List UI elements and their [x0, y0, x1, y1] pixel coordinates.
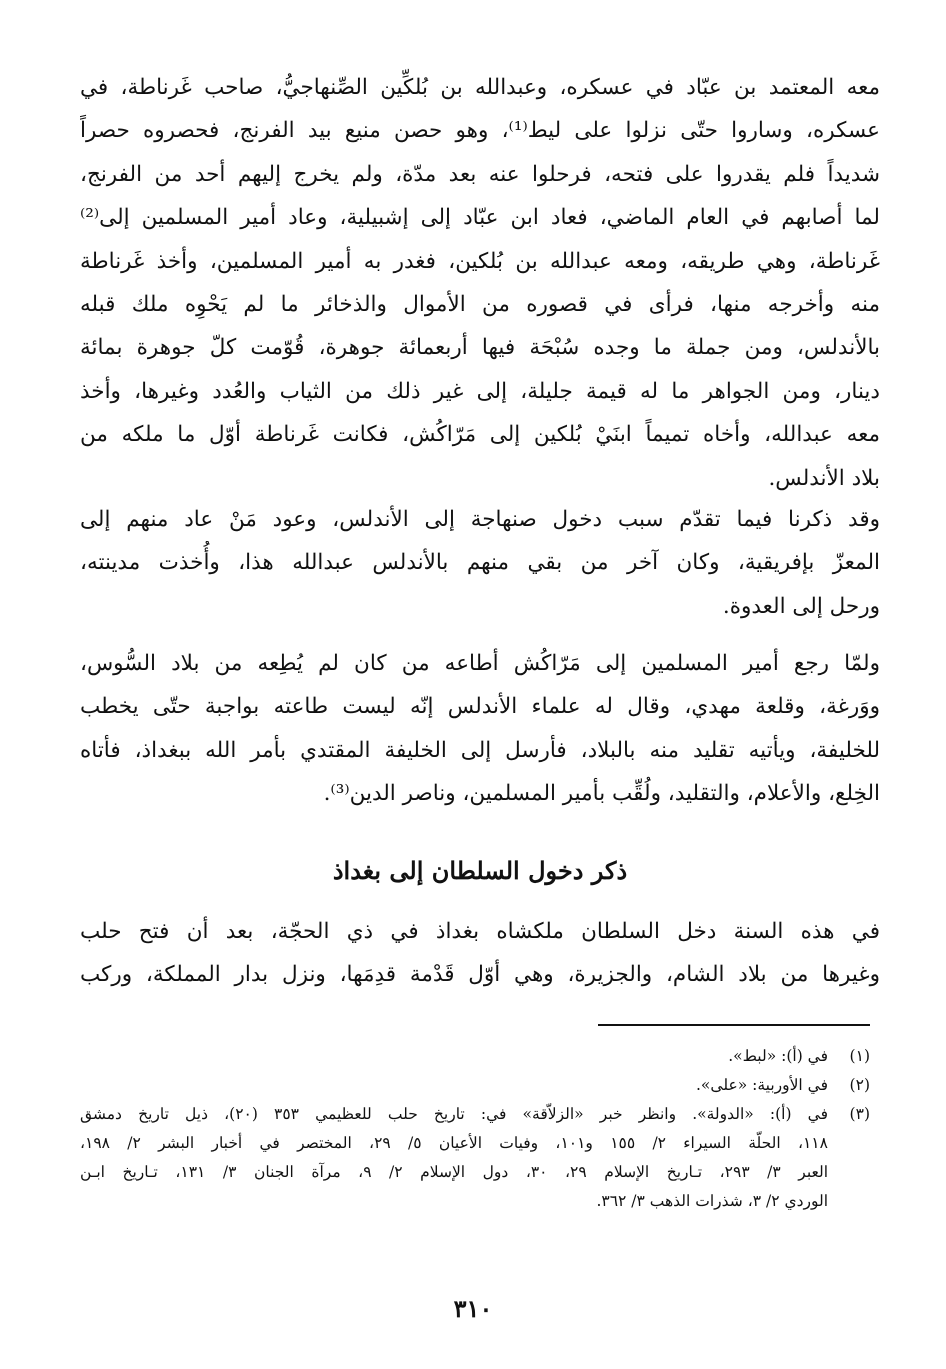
text-line: غَرناطة، وهي طريقه، ومعه عبدالله بن بُلكين، فغدر به أمير المسلمين، وأخذ غَرناطة	[80, 248, 880, 274]
footnotes	[80, 1042, 870, 1216]
text-line: بلاد الأندلس.	[768, 465, 880, 491]
paragraph-2	[80, 498, 880, 628]
text-line: معه عبدالله، وأخاه تميماً ابنَيْ بُلكين إلى مَرّاكُش، فكانت غَرناطة أوّل ما ملكه من	[80, 422, 880, 448]
footnote-1	[80, 1042, 870, 1071]
footnote-text: العبر ٣/ ٢٩٣، تـاريخ الإسلام ٢٩، ٣٠، دول الإسلام ٢/ ٩، مرآة الجنان ٣/ ١٣١، تـاريخ ابـن	[80, 1163, 828, 1181]
footnote-text: في (أ): «الدولة». وانظر خبر «الزلاّقة» في: تاريخ حلب للعظيمي ٣٥٣ (٢٠)، ذيل تاريخ دمشق	[80, 1105, 828, 1123]
paragraph-1	[80, 66, 880, 500]
section-heading: ذكر دخول السلطان إلى بغداذ	[332, 856, 628, 885]
footnote-number: (٣)	[849, 1105, 870, 1123]
text-line: شديداً فلم يقدروا على فتحه، فرحلوا عنه بعد مدّة، ولم يخرج إليهم أحد من الفرنج،	[80, 161, 880, 187]
text-line: لما أصابهم في العام الماضي، فعاد ابن عبّاد إلى إشبيلية، وعاد أمير المسلمين إلى⁽²⁾	[80, 205, 880, 231]
text-line: بالأندلس، ومن جملة ما وجده سُبْحَة فيها أربعمائة جوهرة، قُوّمت كلّ جوهرة بمائة	[80, 335, 880, 361]
text-line: في هذه السنة دخل السلطان ملكشاه بغداذ في ذي الحجّة، بعد أن فتح حلب	[80, 919, 880, 944]
text-line: دينار، ومن الجواهر ما له قيمة جليلة، إلى غير ذلك من الثياب والعُدد وغيرها، وأخذ	[80, 378, 880, 404]
footnote-number: (٢)	[849, 1076, 870, 1094]
text-line: ووَرغة، وقلعة مهدي، وقال له علماء الأندلس إنّه ليست طاعته بواجبة حتّى يخطب	[80, 694, 880, 720]
text-line: منه وأخرجه منها، فرأى في قصوره من الأموال والذخائر ما لم يَحْوِه ملك قبله	[80, 291, 880, 317]
text-line: للخليفة، ويأتيه تقليد منه بالبلاد، فأرسل إلى الخليفة المقتدي بأمر الله ببغداذ، فأتاه	[80, 737, 880, 763]
text-line: المعزّ بإفريقية، وكان آخر من بقي منهم بالأندلس عبدالله هذا، وأُخذت مدينته،	[80, 550, 880, 576]
footnote-text: في (أ): «لبط».	[728, 1047, 828, 1065]
text-line: عسكره، وساروا حتّى نزلوا على ليط⁽¹⁾، وهو حصن منيع بيد الفرنج، فحصروه حصراً	[80, 118, 880, 144]
text-line: معه المعتمد بن عبّاد في عسكره، وعبدالله بن بُلكِّين الصِّنهاجيُّ، صاحب غَرناطة، في	[80, 75, 880, 100]
footnote-2	[80, 1071, 870, 1100]
paragraph-4	[80, 910, 880, 997]
text-line: وقد ذكرنا فيما تقدّم سبب دخول صنهاجة إلى الأندلس، وعود مَنْ عاد منهم إلى	[80, 507, 880, 532]
paragraph-3	[80, 642, 880, 816]
footnote-3	[80, 1100, 870, 1216]
footnote-text: في الأوربية: «على».	[695, 1076, 828, 1094]
text-line: ورحل إلى العدوة.	[722, 593, 880, 619]
page-number: ٣١٠	[453, 1294, 493, 1323]
text-line: وغيرها من بلاد الشام، والجزيرة، وهي أوّل قَدْمة قدِمَها، ونزل بدار المملكة، وركب	[80, 962, 880, 988]
text-line: الخِلع، والأعلام، والتقليد، ولُقِّب بأمير المسلمين، وناصر الدين⁽³⁾.	[323, 781, 880, 807]
text-line: ولمّا رجع أمير المسلمين إلى مَرّاكُش أطاعه من كان لم يُطِعه من بلاد السُّوس،	[80, 651, 880, 676]
footnote-text: ١١٨، الحلّة السيراء ٢/ ١٥٥ و١٠١، وفيات الأعيان ٥/ ٢٩، المختصر في أخبار البشر ٢/ ١٩٨،	[80, 1134, 828, 1152]
footnote-separator	[598, 1024, 870, 1026]
footnote-text: الوردي ٢/ ٣، شذرات الذهب ٣/ ٣٦٢.	[596, 1192, 828, 1210]
footnote-number: (١)	[849, 1047, 870, 1065]
